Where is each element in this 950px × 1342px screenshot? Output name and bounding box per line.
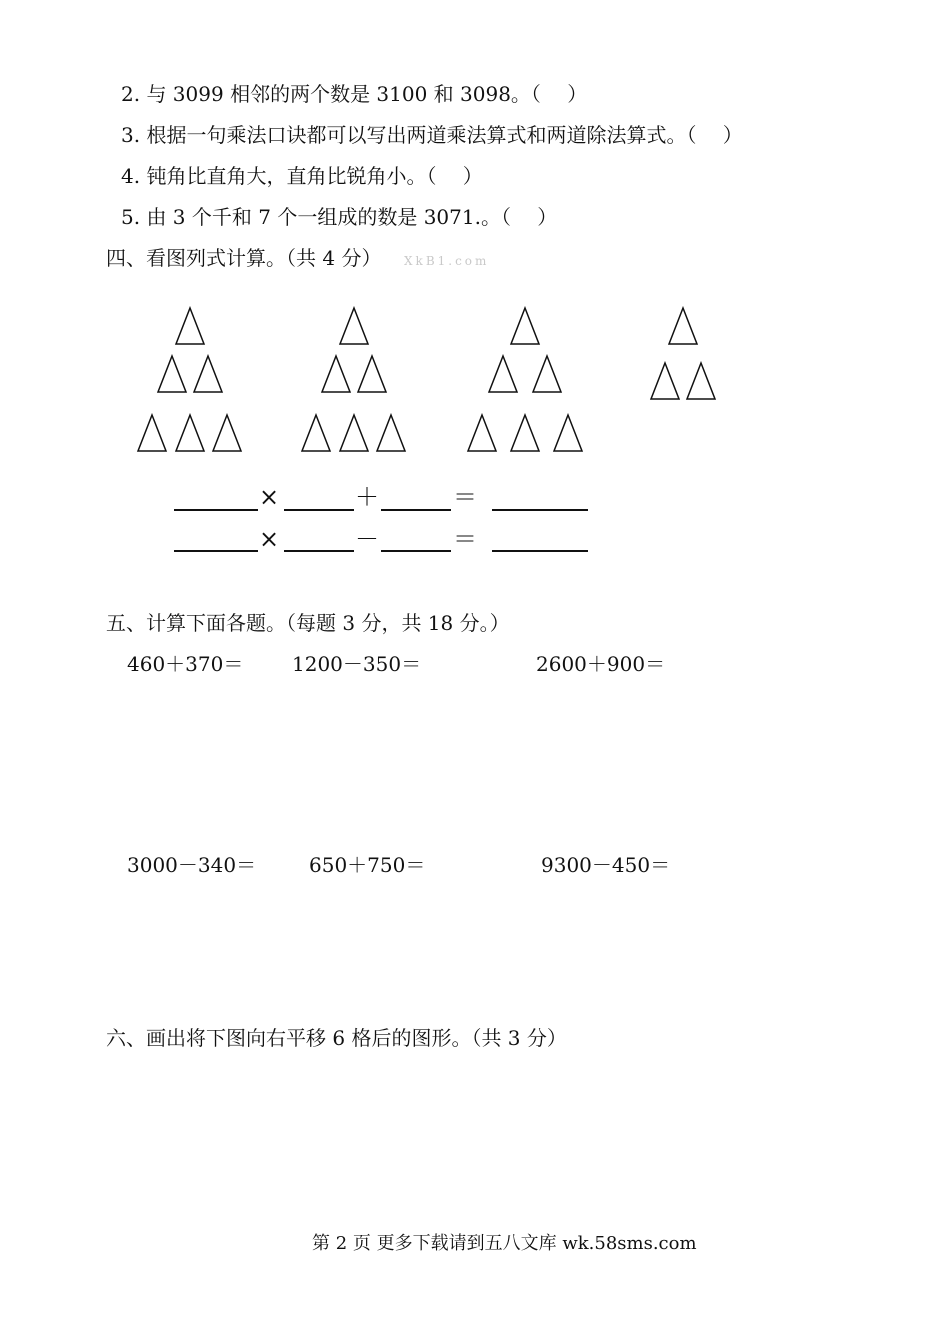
answer-blank[interactable]: [284, 509, 354, 511]
answer-blank[interactable]: [492, 550, 588, 552]
equals-sign: ＝: [453, 483, 477, 511]
triangle-icon: [509, 306, 541, 346]
triangle-icon: [375, 413, 407, 453]
triangle-icon: [156, 354, 188, 394]
triangle-icon: [174, 413, 206, 453]
triangle-icon: [338, 413, 370, 453]
triangle-icon: [649, 361, 681, 401]
triangle-icon: [509, 413, 541, 453]
minus-sign: －: [355, 525, 379, 553]
section4-title: 四、看图列式计算。（共 4 分）: [106, 246, 382, 270]
answer-blank[interactable]: [492, 509, 588, 511]
triangle-icon: [338, 306, 370, 346]
triangle-icon: [174, 306, 206, 346]
answer-blank[interactable]: [174, 509, 258, 511]
answer-blank[interactable]: [381, 550, 451, 552]
calc-item: 3000－340＝: [127, 853, 257, 877]
triangle-icon: [685, 361, 717, 401]
plus-sign: ＋: [355, 483, 379, 511]
equals-sign: ＝: [453, 525, 477, 553]
section5-title: 五、计算下面各题。（每题 3 分，共 18 分。）: [106, 611, 510, 635]
times-sign: ×: [259, 525, 280, 553]
section6-title: 六、画出将下图向右平移 6 格后的图形。（共 3 分）: [106, 1026, 567, 1050]
triangle-icon: [320, 354, 352, 394]
triangle-icon: [531, 354, 563, 394]
triangle-icon: [487, 354, 519, 394]
triangle-icon: [466, 413, 498, 453]
triangle-icon: [136, 413, 168, 453]
triangle-icon: [552, 413, 584, 453]
answer-blank[interactable]: [174, 550, 258, 552]
page-footer: 第 2 页 更多下载请到五八文库 wk.58sms.com: [312, 1233, 697, 1254]
judge-item-2: 2. 与 3099 相邻的两个数是 3100 和 3098。（ ）: [121, 82, 588, 106]
watermark: XkB1.com: [404, 254, 490, 268]
answer-blank[interactable]: [381, 509, 451, 511]
calc-item: 1200－350＝: [292, 652, 422, 676]
times-sign: ×: [259, 483, 280, 511]
calc-item: 460＋370＝: [127, 652, 244, 676]
calc-item: 2600＋900＝: [536, 652, 666, 676]
answer-blank[interactable]: [284, 550, 354, 552]
calc-item: 650＋750＝: [309, 853, 426, 877]
calc-item: 9300－450＝: [541, 853, 671, 877]
triangle-icon: [211, 413, 243, 453]
triangle-icon: [300, 413, 332, 453]
triangle-icon: [192, 354, 224, 394]
triangle-icon: [356, 354, 388, 394]
judge-item-4: 4. 钝角比直角大，直角比锐角小。（ ）: [121, 164, 483, 188]
judge-item-5: 5. 由 3 个千和 7 个一组成的数是 3071.。（ ）: [121, 205, 558, 229]
triangle-icon: [667, 306, 699, 346]
judge-item-3: 3. 根据一句乘法口诀都可以写出两道乘法算式和两道除法算式。（ ）: [121, 123, 743, 147]
